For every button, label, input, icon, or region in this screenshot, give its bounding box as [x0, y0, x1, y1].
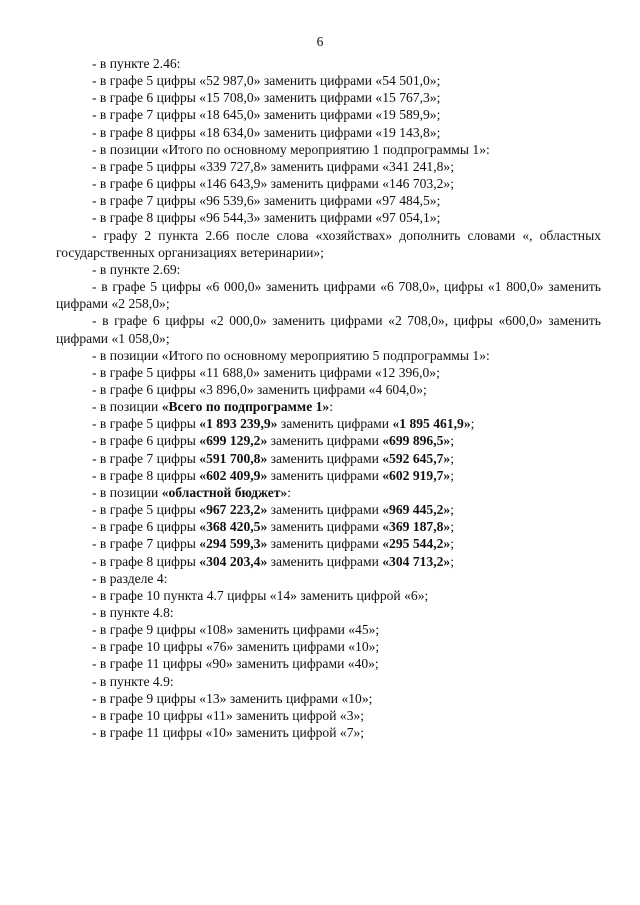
bold-text: «592 645,7» — [382, 450, 451, 466]
text-line — [56, 55, 601, 72]
bold-text: «699 129,2» — [199, 433, 268, 449]
bold-text: «304 713,2» — [382, 553, 451, 569]
bold-text: «Всего по подпрограмме 1» — [161, 399, 330, 415]
text-segment: - в пункте 4.9: — [92, 673, 174, 689]
text-line — [56, 415, 601, 432]
text-segment: - в графе 5 цифры «6 000,0» заменить цифрами «6 708,0», цифры «1 800,0» заменить цифрами «2 258,0»; — [56, 279, 601, 312]
text-segment: - в графе 6 цифры «15 708,0» заменить цифрами «15 767,3»; — [92, 90, 441, 106]
text-line — [56, 450, 601, 467]
bold-text: «1 893 239,9» — [199, 416, 278, 432]
text-line — [56, 553, 601, 570]
text-line — [56, 261, 601, 278]
text-segment: - в позиции «Итого по основному мероприятию 5 подпрограммы 1»: — [92, 347, 490, 363]
text-line — [56, 467, 601, 484]
text-segment: - в графе 7 цифры — [92, 450, 200, 466]
text-line — [56, 72, 601, 89]
text-line — [56, 673, 601, 690]
text-segment: - в графе 11 цифры «10» заменить цифрой «7»; — [92, 725, 365, 741]
text-line — [56, 175, 601, 192]
text-segment: заменить цифрами — [267, 450, 383, 466]
text-segment: ; — [450, 433, 454, 449]
text-line — [56, 158, 601, 175]
text-segment: - в графе 5 цифры — [92, 502, 200, 518]
text-segment: - в графе 6 цифры — [92, 519, 200, 535]
text-segment: - в графе 5 цифры «339 727,8» заменить цифрами «341 241,8»; — [92, 158, 454, 174]
text-segment: заменить цифрами — [267, 519, 383, 535]
text-segment: : — [329, 399, 334, 415]
text-segment: - в пункте 4.8: — [92, 605, 174, 620]
text-line — [56, 124, 601, 141]
text-segment: - в позиции «Итого по основному мероприятию 1 подпрограммы 1»: — [92, 141, 490, 157]
text-line — [56, 501, 601, 518]
text-segment: заменить цифрами — [267, 553, 383, 569]
text-segment: - в графе 5 цифры «11 688,0» заменить цифрами «12 396,0»; — [92, 364, 440, 380]
text-line — [56, 518, 601, 535]
text-segment: - в графе 7 цифры «96 539,6» заменить цифрами «97 484,5»; — [92, 193, 441, 209]
page-number: 6 — [316, 34, 324, 49]
text-line — [56, 655, 601, 672]
text-segment: - в графе 10 пункта 4.7 цифры «14» заменить цифрой «6»; — [92, 587, 429, 603]
paragraph — [56, 278, 601, 312]
text-segment: заменить цифрами — [277, 416, 393, 432]
text-segment: - в графе 8 цифры — [92, 467, 200, 483]
bold-text: «969 445,2» — [382, 502, 451, 518]
text-line — [56, 398, 601, 415]
text-segment: заменить цифрами — [267, 467, 383, 483]
text-line — [56, 690, 601, 707]
bold-text: «591 700,8» — [199, 450, 268, 466]
bold-text: «699 896,5» — [382, 433, 451, 449]
text-segment: заменить цифрами — [267, 433, 383, 449]
text-segment: ; — [450, 519, 454, 535]
text-segment: - в графе 5 цифры — [92, 416, 200, 432]
text-segment: - в графе 10 цифры «76» заменить цифрами «10»; — [92, 639, 380, 655]
text-segment: - в графе 9 цифры «108» заменить цифрами «45»; — [92, 622, 380, 638]
text-segment: - в графе 8 цифры «18 634,0» заменить цифрами «19 143,8»; — [92, 124, 441, 140]
text-line — [56, 432, 601, 449]
text-line — [56, 484, 601, 501]
text-line — [56, 89, 601, 106]
text-segment: - в графе 6 цифры — [92, 433, 200, 449]
text-segment: - в графе 6 цифры «146 643,9» заменить цифрами «146 703,2»; — [92, 176, 454, 192]
text-segment: ; — [450, 536, 454, 552]
text-segment: заменить цифрами — [267, 502, 383, 518]
text-line — [56, 209, 601, 226]
text-segment: ; — [450, 450, 454, 466]
text-segment: заменить цифрами — [267, 536, 383, 552]
text-line — [56, 570, 601, 587]
bold-text: «областной бюджет» — [161, 484, 288, 500]
text-segment: - в графе 8 цифры — [92, 553, 200, 569]
text-segment: ; — [450, 467, 454, 483]
text-line — [56, 192, 601, 209]
text-segment: - в пункте 2.69: — [92, 261, 181, 277]
text-line — [56, 724, 601, 741]
text-line — [56, 381, 601, 398]
text-segment: - в графе 7 цифры «18 645,0» заменить цифрами «19 589,9»; — [92, 107, 441, 123]
text-segment: - в графе 6 цифры «2 000,0» заменить цифрами «2 708,0», цифры «600,0» заменить цифрами «1 058,0»; — [56, 313, 601, 346]
text-line — [56, 106, 601, 123]
text-segment: - в графе 9 цифры «13» заменить цифрами «10»; — [92, 690, 373, 706]
text-segment: - в позиции — [92, 399, 162, 415]
text-line — [56, 638, 601, 655]
text-line — [56, 347, 601, 364]
text-line — [56, 604, 601, 621]
text-line — [56, 364, 601, 381]
bold-text: «368 420,5» — [199, 519, 268, 535]
text-segment: - в пункте 2.46: — [92, 56, 181, 71]
bold-text: «304 203,4» — [199, 553, 268, 569]
paragraph — [56, 227, 601, 261]
text-segment: - в разделе 4: — [92, 570, 168, 586]
text-segment: - в графе 7 цифры — [92, 536, 200, 552]
text-segment: - графу 2 пункта 2.66 после слова «хозяйствах» дополнить словами «, областных государственных организациях ветеринарии»; — [56, 227, 601, 260]
text-segment: ; — [450, 502, 454, 518]
bold-text: «294 599,3» — [199, 536, 268, 552]
text-segment: - в графе 5 цифры «52 987,0» заменить цифрами «54 501,0»; — [92, 73, 441, 89]
text-line — [56, 587, 601, 604]
bold-text: «602 919,7» — [382, 467, 451, 483]
bold-text: «295 544,2» — [382, 536, 451, 552]
text-segment: - в графе 6 цифры «3 896,0» заменить цифрами «4 604,0»; — [92, 381, 427, 397]
text-line — [56, 141, 601, 158]
paragraph — [56, 312, 601, 346]
bold-text: «967 223,2» — [199, 502, 268, 518]
bold-text: «1 895 461,9» — [392, 416, 471, 432]
text-line — [56, 535, 601, 552]
text-segment: : — [287, 484, 291, 500]
bold-text: «602 409,9» — [199, 467, 268, 483]
text-segment: - в графе 8 цифры «96 544,3» заменить цифрами «97 054,1»; — [92, 210, 441, 226]
text-segment: - в графе 10 цифры «11» заменить цифрой «3»; — [92, 707, 365, 723]
text-segment: ; — [450, 553, 454, 569]
text-segment: ; — [470, 416, 475, 432]
text-line — [56, 707, 601, 724]
text-line — [56, 621, 601, 638]
text-segment: - в позиции — [92, 484, 162, 500]
text-segment: - в графе 11 цифры «90» заменить цифрами «40»; — [92, 656, 379, 672]
document-body — [56, 55, 601, 741]
bold-text: «369 187,8» — [382, 519, 451, 535]
